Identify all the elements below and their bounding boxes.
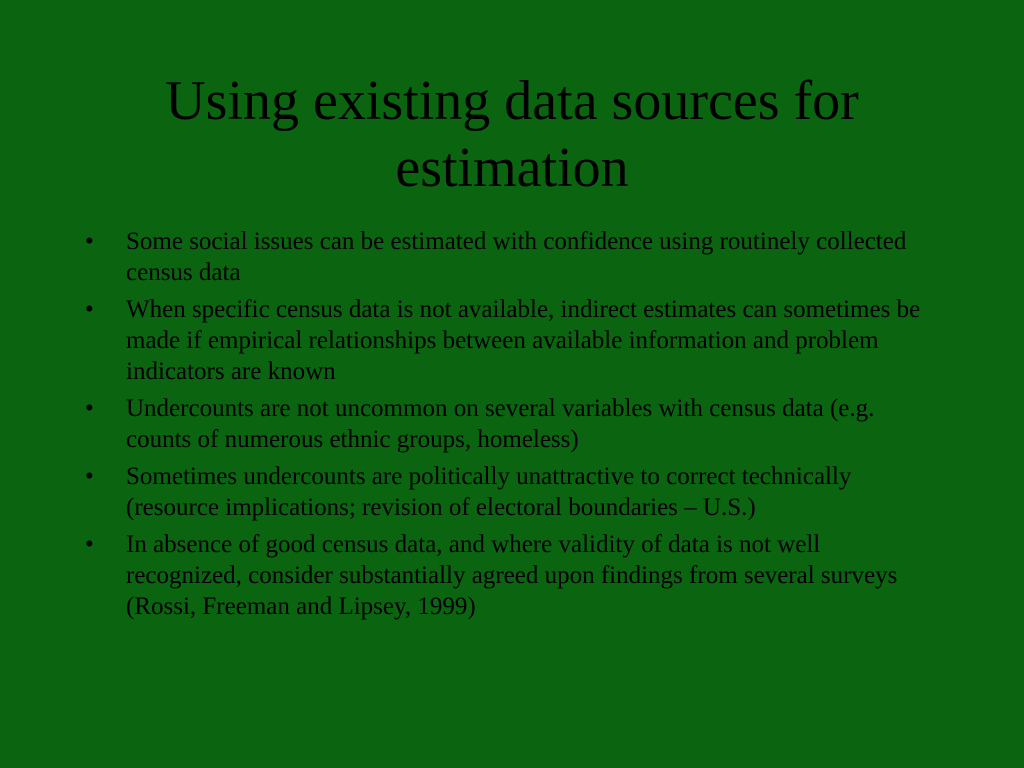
bullet-text: In absence of good census data, and where validity of data is not well recognized, consider substantially agreed upon findings from several surveys (Rossi, Freeman and Lipsey, 1999) <box>126 531 898 620</box>
bullet-item <box>85 461 935 523</box>
slide-title: Using existing data sources for estimation <box>165 70 859 199</box>
bullet-icon: • <box>85 463 94 490</box>
bullet-item <box>85 529 935 622</box>
bullet-list <box>85 226 935 628</box>
bullet-item <box>85 294 935 387</box>
bullet-text: When specific census data is not available, indirect estimates can sometimes be made if empirical relationships between available information and problem indicators are known <box>126 296 921 385</box>
bullet-icon: • <box>85 296 94 323</box>
bullet-text: Undercounts are not uncommon on several variables with census data (e.g. counts of numerous ethnic groups, homeless) <box>126 395 875 453</box>
bullet-item <box>85 226 935 288</box>
bullet-icon: • <box>85 531 94 558</box>
bullet-icon: • <box>85 395 94 422</box>
bullet-text: Some social issues can be estimated with confidence using routinely collected census data <box>126 228 907 286</box>
bullet-icon: • <box>85 228 94 255</box>
bullet-text: Sometimes undercounts are politically unattractive to correct technically (resource implications; revision of electoral boundaries – U.S.) <box>126 463 852 521</box>
bullet-item <box>85 393 935 455</box>
